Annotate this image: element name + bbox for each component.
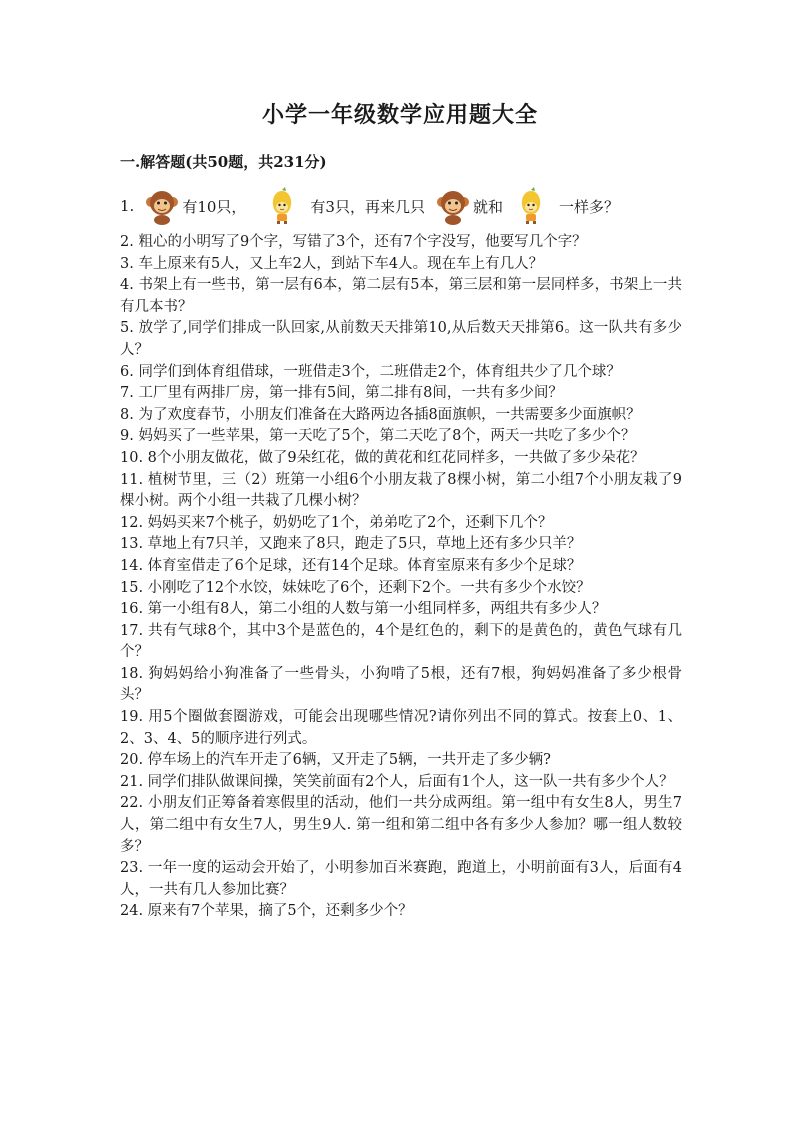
question-item: 21. 同学们排队做课间操，笑笑前面有2个人，后面有1个人，这一队一共有多少个人？ <box>120 773 674 790</box>
question-item: 5. 放学了,同学们排成一队回家,从前数天天排第10,从后数天天排第6。这一队共有多少人？ <box>120 320 682 358</box>
question-item: 6. 同学们到体育组借球，一班借走3个，二班借走2个，体育组共少了几个球？ <box>120 363 621 380</box>
question-item: 17. 共有气球8个，其中3个是蓝色的，4个是红色的，剩下的是黄色的，黄色气球有几个？ <box>120 622 682 661</box>
page-title: 小学一年级数学应用题大全 <box>261 102 538 128</box>
monkey-icon <box>435 187 471 225</box>
question-1 <box>120 186 680 226</box>
question-item: 16. 第一小组有8人，第二小组的人数与第一小组同样多，两组共有多少人？ <box>120 601 607 618</box>
question-number: 1. <box>120 197 135 215</box>
question-item: 22. 小朋友们正筹备着寒假里的活动，他们一共分成两组。第一组中有女生8人，男生7人，第二组中有女生7人，男生9人. 第一组和第二组中各有多少人参加？哪一组人数较多？ <box>120 795 682 855</box>
question-item: 23. 一年一度的运动会开始了，小明参加百米赛跑，跑道上，小明前面有3人，后面有4人，一共有几人参加比赛？ <box>120 860 682 898</box>
question-item: 4. 书架上有一些书，第一层有6本，第二层有5本，第三层和第一层同样多，书架上一共有几本书？ <box>120 277 682 315</box>
question-1-text-c: 就和 <box>472 197 503 216</box>
question-item: 7. 工厂里有两排厂房，第一排有5间，第二排有8间，一共有多少间？ <box>120 385 563 402</box>
pear-character-icon <box>513 187 549 225</box>
question-item: 14. 体育室借走了6个足球，还有14个足球。体育室原来有多少个足球？ <box>120 557 582 574</box>
question-item: 18. 狗妈妈给小狗准备了一些骨头，小狗啃了5根，还有7根，狗妈妈准备了多少根骨头？ <box>120 665 682 704</box>
question-item: 10. 8个小朋友做花，做了9朵红花，做的黄花和红花同样多，一共做了多少朵花？ <box>120 449 645 466</box>
question-item: 15. 小刚吃了12个水饺，妹妹吃了6个，还剩下2个。一共有多少个水饺？ <box>120 579 591 596</box>
question-list <box>120 232 682 923</box>
question-item: 24. 原来有7个苹果，摘了5个，还剩多少个？ <box>120 903 413 920</box>
question-1-text-b: 有3只，再来几只 <box>310 197 425 216</box>
question-item: 19. 用5个圈做套圈游戏，可能会出现哪些情况?请你列出不同的算式。按套上0、1、2、3、4、5的顺序进行列式。 <box>120 709 682 747</box>
question-item: 11. 植树节里，三（2）班第一小组6个小朋友栽了8棵小树，第二小组7个小朋友栽了9棵小树。两个小组一共栽了几棵小树？ <box>120 471 682 510</box>
question-item: 12. 妈妈买来7个桃子，奶奶吃了1个，弟弟吃了2个，还剩下几个？ <box>120 514 553 531</box>
question-item: 20. 停车场上的汽车开走了6辆，又开走了5辆，一共开走了多少辆? <box>120 752 551 769</box>
question-item: 2. 粗心的小明写了9个字，写错了3个，还有7个字没写，他要写几个字？ <box>120 234 587 250</box>
question-item: 3. 车上原来有5人，又上车2人，到站下车4人。现在车上有几人？ <box>120 255 544 272</box>
section-heading: 一.解答题(共50题，共231分) <box>120 153 327 171</box>
question-1-text-d: 一样多？ <box>558 197 619 216</box>
pear-character-icon <box>264 187 300 225</box>
question-1-text-a: 有10只， <box>182 197 247 216</box>
question-item: 8. 为了欢度春节，小朋友们准备在大路两边各插8面旗帜，一共需要多少面旗帜？ <box>120 406 641 423</box>
question-item: 13. 草地上有7只羊，又跑来了8只，跑走了5只，草地上还有多少只羊？ <box>120 536 582 553</box>
monkey-icon <box>144 187 180 225</box>
question-item: 9. 妈妈买了一些苹果，第一天吃了5个，第二天吃了8个，两天一共吃了多少个？ <box>120 428 636 445</box>
